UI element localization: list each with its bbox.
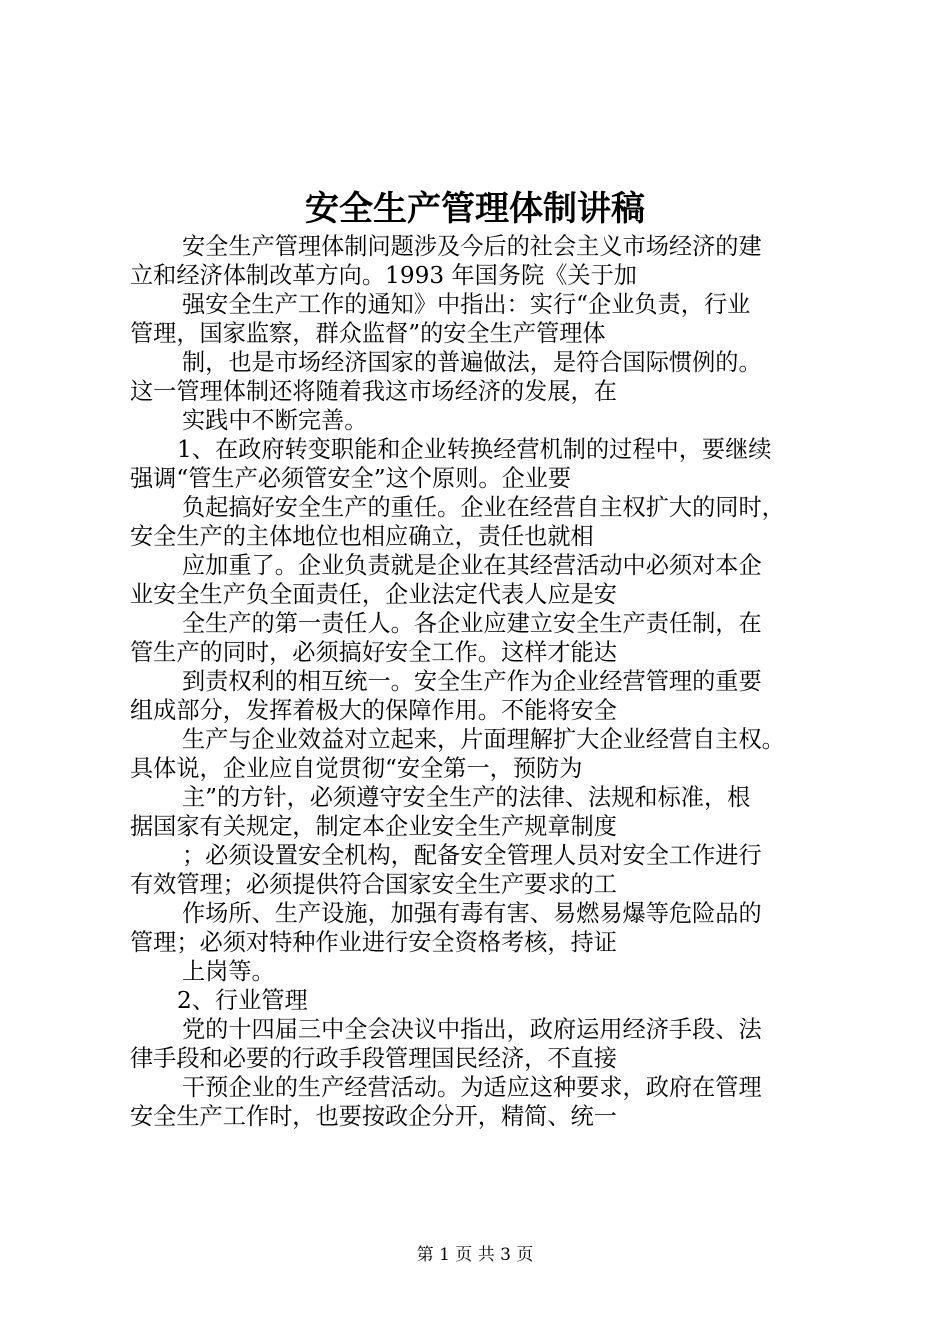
text-line: 安全生产的主体地位也相应确立，责任也就相	[130, 523, 594, 550]
paragraph	[130, 1015, 830, 1073]
text-line: 生产与企业效益对立起来，片面理解扩大企业经营自主权。	[182, 726, 785, 753]
text-line: 管理；必须对特种作业进行安全资格考核，持证	[130, 929, 617, 956]
paragraph	[130, 493, 830, 551]
paragraph	[130, 435, 830, 493]
section-heading	[130, 986, 830, 1015]
paragraph	[130, 406, 830, 435]
page-footer: 第 1 页 共 3 页	[416, 1245, 534, 1265]
text-line: 立和经济体制改革方向。1993 年国务院《关于加	[130, 262, 637, 289]
paragraph	[130, 783, 830, 841]
paragraph	[130, 667, 830, 725]
text-line: 全生产的第一责任人。各企业应建立安全生产责任制，在	[182, 610, 762, 637]
text-line: 安全生产管理体制问题涉及今后的社会主义市场经济的建	[182, 233, 762, 260]
text-line: 干预企业的生产经营活动。为适应这种要求，政府在管理	[182, 1074, 762, 1101]
paragraph	[130, 1073, 830, 1131]
text-line: 作场所、生产设施，加强有毒有害、易燃易爆等危险品的	[182, 900, 762, 927]
paragraph	[130, 609, 830, 667]
text-line: 党的十四届三中全会决议中指出，政府运用经济手段、法	[182, 1016, 762, 1043]
paragraph	[130, 232, 830, 290]
text-line: 制，也是市场经济国家的普遍做法，是符合国际惯例的。	[182, 349, 762, 376]
text-line: 有效管理；必须提供符合国家安全生产要求的工	[130, 871, 617, 898]
text-line: 组成部分，发挥着极大的保障作用。不能将安全	[130, 697, 617, 724]
text-line: 管生产的同时，必须搞好安全工作。这样才能达	[130, 639, 617, 666]
paragraph	[130, 899, 830, 957]
text-line: 到责权利的相互统一。安全生产作为企业经营管理的重要	[182, 668, 762, 695]
text-line: 这一管理体制还将随着我这市场经济的发展，在	[130, 378, 617, 405]
text-line: 具体说，企业应自觉贯彻“安全第一，预防为	[130, 755, 583, 782]
paragraph	[130, 290, 830, 348]
text-line: 上岗等。	[182, 958, 275, 985]
text-line: 应加重了。企业负责就是企业在其经营活动中必须对本企	[182, 552, 762, 579]
text-line: 主”的方针，必须遵守安全生产的法律、法规和标准，根	[182, 784, 751, 811]
paragraph	[130, 957, 830, 986]
page-title: 安全生产管理体制讲稿	[305, 189, 645, 229]
paragraph	[130, 348, 830, 406]
text-line: ；必须设置安全机构，配备安全管理人员对安全工作进行	[182, 842, 762, 869]
text-line: 律手段和必要的行政手段管理国民经济，不直接	[130, 1045, 617, 1072]
text-line: 实践中不断完善。	[182, 407, 368, 434]
text-line: 管理，国家监察，群众监督”的安全生产管理体	[130, 320, 606, 347]
text-line: 2、行业管理	[177, 987, 308, 1014]
text-line: 据国家有关规定，制定本企业安全生产规章制度	[130, 813, 617, 840]
paragraph	[130, 551, 830, 609]
paragraph	[130, 841, 830, 899]
text-line: 负起搞好安全生产的重任。企业在经营自主权扩大的同时，	[182, 494, 785, 521]
document-body	[130, 232, 830, 1131]
paragraph	[130, 725, 830, 783]
text-line: 强调“管生产必须管安全”这个原则。企业要	[130, 465, 572, 492]
text-line: 业安全生产负全面责任，企业法定代表人应是安	[130, 581, 617, 608]
text-line: 安全生产工作时，也要按政企分开，精简、统一	[130, 1103, 617, 1130]
text-line: 1、在政府转变职能和企业转换经营机制的过程中，要继续	[177, 436, 772, 463]
text-line: 强安全生产工作的通知》中指出：实行“企业负责，行业	[182, 291, 751, 318]
